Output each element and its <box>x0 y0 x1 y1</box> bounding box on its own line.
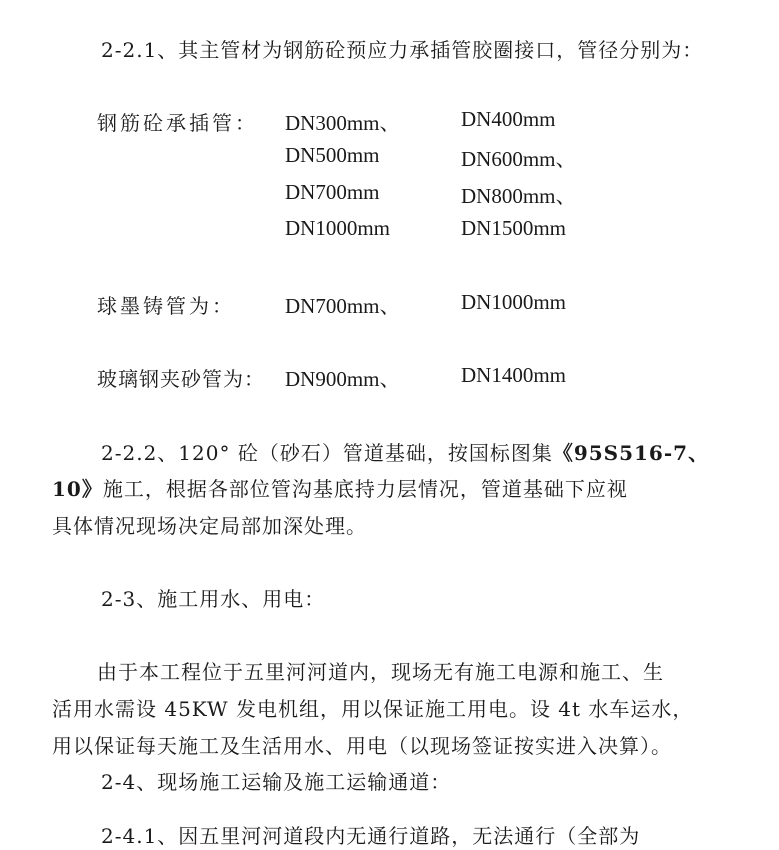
section-2-2-2-text: 施工，根据各部位管沟基底持力层情况，管道基础下应视 <box>102 477 628 501</box>
ductile-size: DN700mm、 <box>285 294 401 318</box>
rcp-size: DN700mm <box>285 180 380 204</box>
rcp-size: DN600mm、 <box>461 147 577 171</box>
rcp-size: DN800mm、 <box>461 184 577 208</box>
section-2-4-1-line1: 2-4.1、因五里河河道段内无通行道路，无法通行（全部为 <box>101 824 641 848</box>
section-2-2-2-line3: 具体情况现场决定局部加深处理。 <box>52 514 367 538</box>
ductile-size: DN1000mm <box>461 290 566 314</box>
section-2-3-heading: 2-3、施工用水、用电： <box>101 587 326 611</box>
frp-pipe-label: 玻璃钢夹砂管为： <box>97 367 265 391</box>
section-2-2-2-line2 <box>52 473 628 502</box>
rcp-size: DN400mm <box>461 107 556 131</box>
section-2-4-heading: 2-4、现场施工运输及施工运输通道： <box>101 770 452 794</box>
rcp-size: DN500mm <box>285 143 380 167</box>
rcp-size: DN300mm、 <box>285 111 401 135</box>
rcp-pipe-label: 钢筋砼承插管： <box>97 111 258 135</box>
frp-size: DN1400mm <box>461 363 566 387</box>
water-power-line3: 用以保证每天施工及生活用水、用电（以现场签证按实进入决算）。 <box>52 734 672 758</box>
frp-size: DN900mm、 <box>285 367 401 391</box>
section-2-2-2-text: 2-2.2、120° 砼（砂石）管道基础，按国标图集 <box>101 441 553 465</box>
section-2-2-2-line1 <box>101 437 709 466</box>
standard-reference: 《95S516-7、 <box>552 441 710 465</box>
water-power-line1: 由于本工程位于五里河河道内，现场无有施工电源和施工、生 <box>97 660 664 684</box>
water-power-line2: 活用水需设 45KW 发电机组，用以保证施工用电。设 4t 水车运水， <box>52 697 694 721</box>
rcp-size: DN1500mm <box>461 216 566 240</box>
section-2-2-1-heading: 2-2.1、其主管材为钢筋砼预应力承插管胶圈接口，管径分别为： <box>101 38 704 62</box>
ductile-pipe-label: 球墨铸管为： <box>97 294 235 318</box>
rcp-size: DN1000mm <box>285 216 390 240</box>
standard-reference: 10》 <box>52 477 103 501</box>
